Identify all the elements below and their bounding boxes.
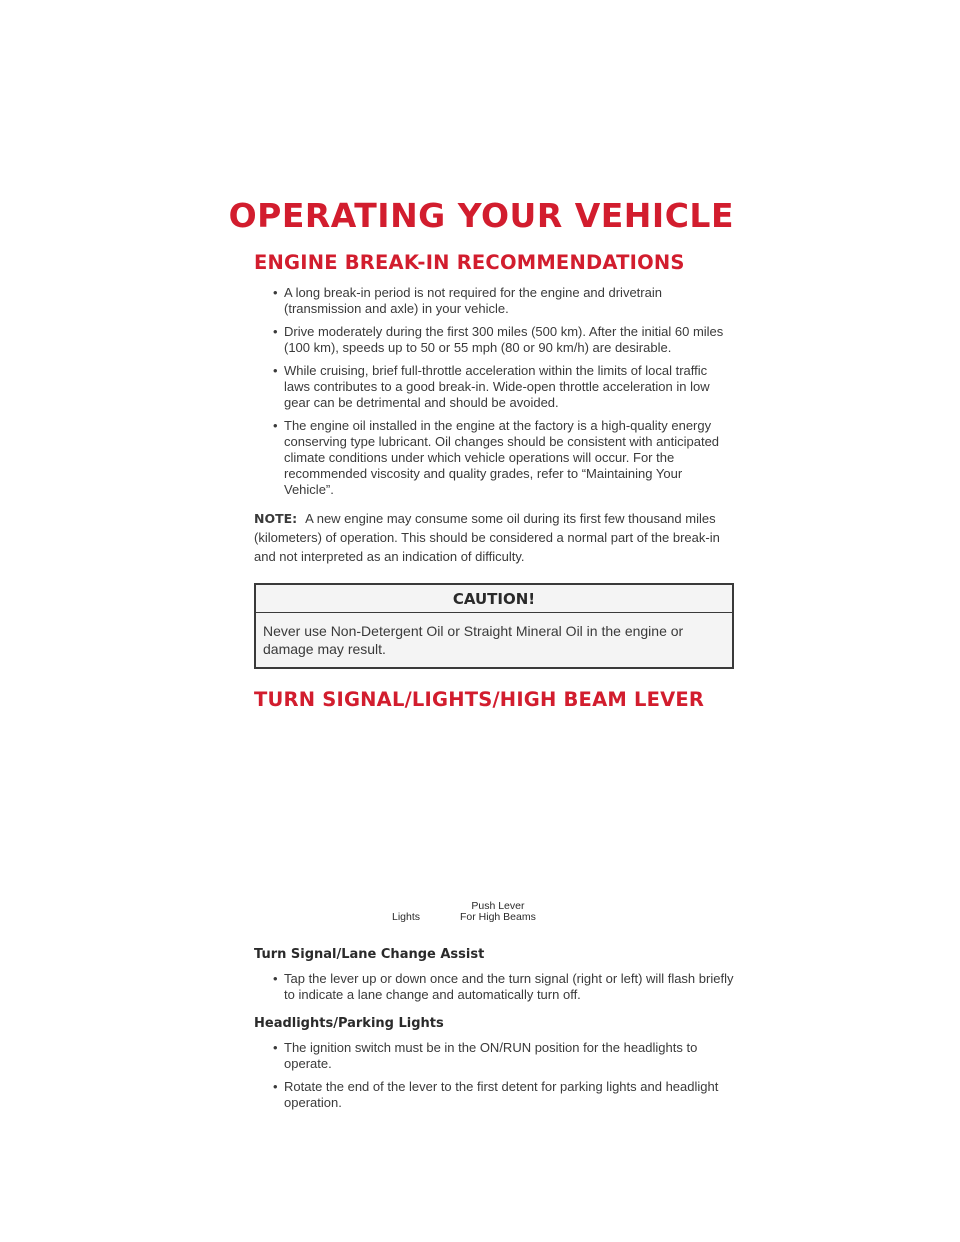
note-label: NOTE: [254,511,298,526]
break-in-list [254,285,734,498]
headlights-list [254,1040,734,1111]
list-item: • Rotate the end of the lever to the first detent for parking lights and headlight operation. [264,1079,734,1111]
caution-title: CAUTION! [256,585,732,613]
turn-signal-list [254,971,734,1003]
list-item: • The ignition switch must be in the ON/RUN position for the headlights to operate. [264,1040,734,1072]
section-title-engine-break-in: ENGINE BREAK-IN RECOMMENDATIONS [254,251,685,274]
chapter-title: OPERATING YOUR VEHICLE [228,196,734,235]
list-item: • A long break-in period is not required for the engine and drivetrain (transmission and axle) in your vehicle. [264,285,734,317]
figure-label-push-line1: Push Lever [471,900,525,912]
lever-figure [254,719,734,931]
caution-text: Never use Non-Detergent Oil or Straight Mineral Oil in the engine or damage may result. [263,623,684,657]
list-item: • The engine oil installed in the engine at the factory is a high-quality energy conserving type lubricant. Oil changes should be consistent with anticipated climate conditions under which vehicle operations will occur. For the recommended viscosity and quality grades, refer to “Maintaining Your Vehicle”. [264,418,734,498]
subheading-turn-signal: Turn Signal/Lane Change Assist [254,947,485,962]
page-content [254,251,734,1118]
list-item: • Tap the lever up or down once and the turn signal (right or left) will flash briefly to indicate a lane change and automatically turn off. [264,971,734,1003]
list-item: • Drive moderately during the first 300 miles (500 km). After the initial 60 miles (100 km), speeds up to 50 or 55 mph (80 or 90 km/h) are desirable. [264,324,734,356]
figure-label-push-lever [460,901,536,923]
caution-box [254,583,734,669]
section-title-turn-signal: TURN SIGNAL/LIGHTS/HIGH BEAM LEVER [254,688,705,711]
turn-signal-section [254,688,734,1111]
note-paragraph [254,509,734,566]
note-text: A new engine may consume some oil during its first few thousand miles (kilometers) of operation. This should be considered a normal part of the break-in and not interpreted as an indication of difficulty. [254,511,720,564]
figure-label-lights: Lights [392,911,421,923]
subheading-headlights: Headlights/Parking Lights [254,1016,444,1031]
engine-break-in-section [254,251,734,669]
list-item: • While cruising, brief full-throttle acceleration within the limits of local traffic laws contributes to a good break-in. Wide-open throttle acceleration in low gear can be detrimental and should be avoided. [264,363,734,411]
figure-label-push-line2: For High Beams [460,911,536,923]
